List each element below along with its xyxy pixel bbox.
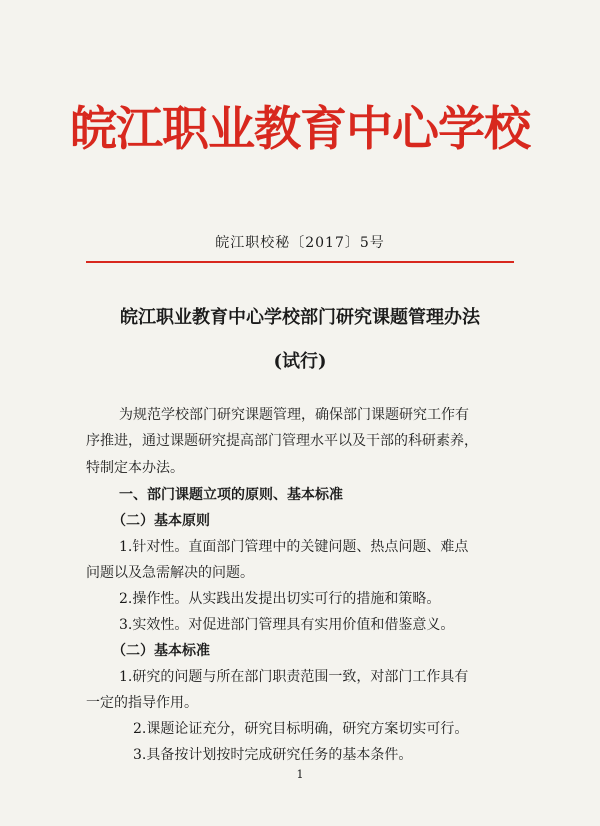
subsection-heading: （二）基本标准: [112, 643, 210, 659]
paragraph-line: 2.课题论证充分，研究目标明确，研究方案切实可行。: [133, 721, 469, 737]
paragraph-line: 3.具备按计划按时完成研究任务的基本条件。: [133, 747, 413, 763]
paragraph-line: 问题以及急需解决的问题。: [86, 565, 254, 581]
section-heading: 一、部门课题立项的原则、基本标准: [119, 487, 343, 503]
paragraph-line: 2.操作性。从实践出发提出切实可行的措施和策略。: [119, 591, 441, 607]
paragraph-line: 1.研究的问题与所在部门职责范围一致，对部门工作具有: [119, 669, 469, 685]
document-subtitle: (试行): [273, 351, 327, 372]
school-header-title: 皖江职业教育中心学校: [70, 102, 530, 157]
page-number: 1: [296, 768, 304, 781]
paragraph-line: 1.针对性。直面部门管理中的关键问题、热点问题、难点: [119, 539, 469, 555]
intro-line: 特制定本办法。: [86, 460, 184, 476]
document-title: 皖江职业教育中心学校部门研究课题管理办法: [120, 307, 480, 328]
intro-line: 为规范学校部门研究课题管理，确保部门课题研究工作有: [119, 407, 469, 423]
paragraph-line: 一定的指导作用。: [86, 695, 198, 711]
intro-line: 序推进，通过课题研究提高部门管理水平以及干部的科研素养，: [86, 433, 478, 449]
paragraph-line: 3.实效性。对促进部门管理具有实用价值和借鉴意义。: [119, 617, 455, 633]
subsection-heading: （二）基本原则: [112, 513, 210, 529]
header-divider: [86, 261, 514, 263]
document-number: 皖江职校秘〔2017〕5号: [215, 235, 385, 251]
